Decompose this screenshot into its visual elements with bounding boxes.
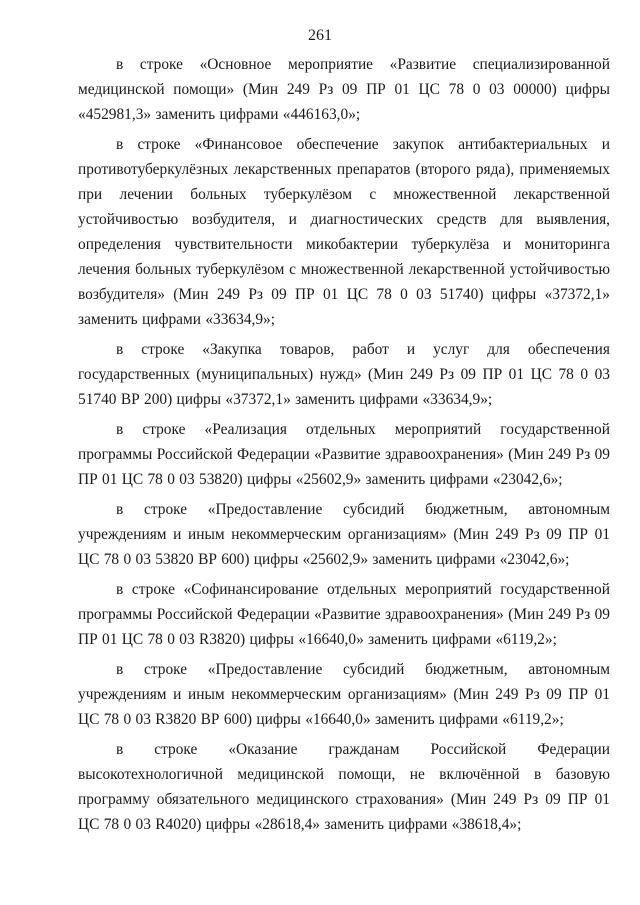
paragraph: в строке «Софинансирование отдельных мероприятий государственной программы Российской Федерации «Развитие здравоохранения» (Мин 249 Рз 09 ПР 01 ЦС 78 0 03 R3820) цифры «16640,0» заменить цифрами «6119,2»;: [78, 581, 610, 648]
paragraph: в строке «Предоставление субсидий бюджетным, автономным учреждениям и иным некоммерческим организациям» (Мин 249 Рз 09 ПР 01 ЦС 78 0 03 R3820 ВР 600) цифры «16640,0» заменить цифрами «6119,2»;: [78, 661, 610, 728]
page-number: 261: [308, 27, 332, 44]
paragraph: в строке «Предоставление субсидий бюджетным, автономным учреждениям и иным некоммерческим организациям» (Мин 249 Рз 09 ПР 01 ЦС 78 0 03 53820 ВР 600) цифры «25602,9» заменить цифрами «23042,6»;: [78, 501, 610, 568]
paragraph: в строке «Финансовое обеспечение закупок антибактериальных и противотуберкулёзных лекарственных препаратов (второго ряда), применяемых при лечении больных туберкулёзом с множественной лекарственной устойчивостью возбудителя, и диагностических средств для выявления, определения чувствительности микобактерии туберкулёза и мониторинга лечения больных туберкулёзом с множественной лекарственной устойчивостью возбудителя» (Мин 249 Рз 09 ПР 01 ЦС 78 0 03 51740) цифры «37372,1» заменить цифрами «33634,9»;: [78, 136, 610, 328]
paragraph: в строке «Реализация отдельных мероприятий государственной программы Российской Федерации «Развитие здравоохранения» (Мин 249 Рз 09 ПР 01 ЦС 78 0 03 53820) цифры «25602,9» заменить цифрами «23042,6»;: [78, 421, 610, 488]
paragraph: в строке «Основное мероприятие «Развитие специализированной медицинской помощи» (Мин 249 Рз 09 ПР 01 ЦС 78 0 03 00000) цифры «452981,3» заменить цифрами «446163,0»;: [78, 56, 610, 123]
document-body: [78, 52, 610, 842]
paragraph: в строке «Оказание гражданам Российской Федерации высокотехнологичной медицинской помощи, не включённой в базовую программу обязательного медицинского страхования» (Мин 249 Рз 09 ПР 01 ЦС 78 0 03 R4020) цифры «28618,4» заменить цифрами «38618,4»;: [78, 741, 610, 833]
paragraph: в строке «Закупка товаров, работ и услуг для обеспечения государственных (муниципальных) нужд» (Мин 249 Рз 09 ПР 01 ЦС 78 0 03 51740 ВР 200) цифры «37372,1» заменить цифрами «33634,9»;: [78, 341, 610, 408]
